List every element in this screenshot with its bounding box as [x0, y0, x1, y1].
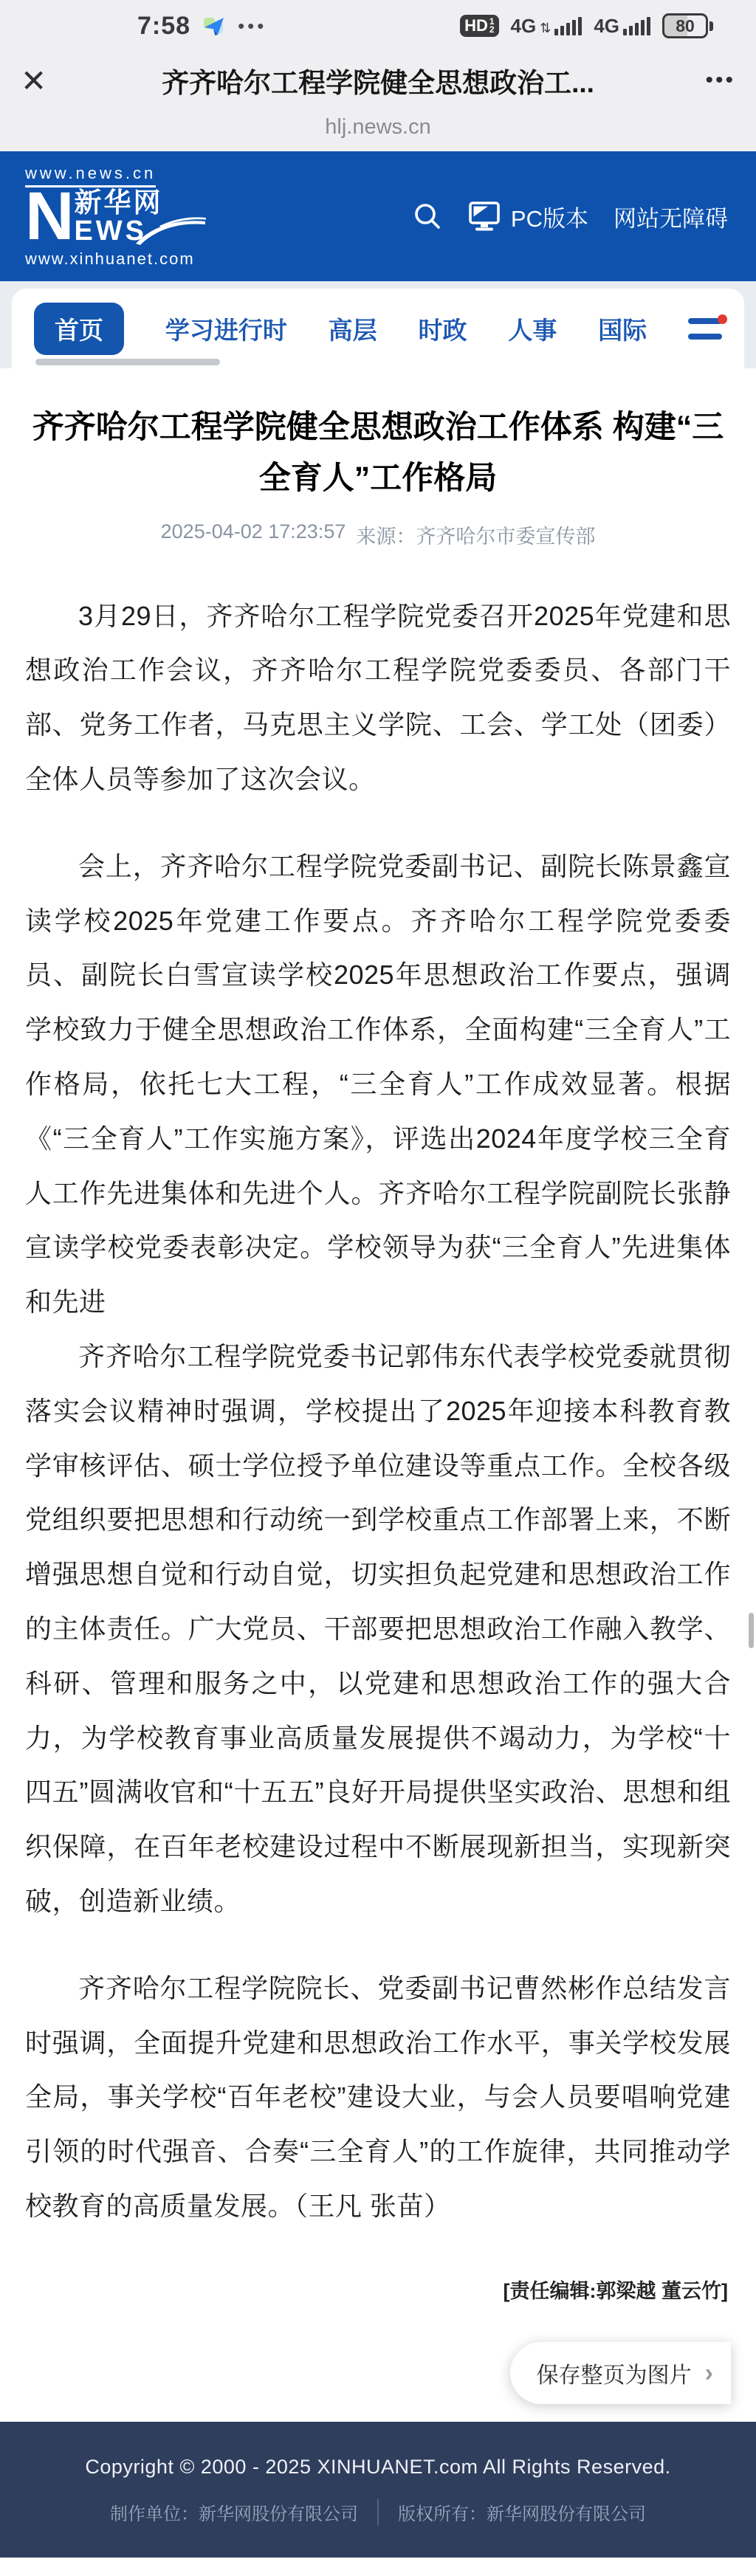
xinhuanet-logo[interactable] — [25, 165, 195, 268]
article-paragraph: 会上，齐齐哈尔工程学院党委副书记、副院长陈景鑫宣读学校2025年党建工作要点。齐齐哈尔工程学院党委委员、副院长白雪宣读学校2025年思想政治工作要点，强调学校致力于健全思想政治工作体系，全面构建“三全育人”工作格局，依托七大工程，“三全育人”工作成效显著。根据《“三全育人”工作实施方案》，评选出2024年度学校三全育人工作先进集体和先进个人。齐齐哈尔工程学院副院长张静宣读学校党委表彰决定。学校领导为获“三全育人”先进集体和先进 — [25, 850, 731, 1318]
pc-version-button[interactable] — [468, 200, 588, 233]
hamburger-menu-icon[interactable] — [688, 318, 722, 340]
volte-hd-icon: HD 1 2 — [460, 15, 498, 37]
xinhuanet-header — [0, 151, 756, 281]
browser-menu-icon[interactable]: ••• — [705, 68, 735, 92]
logo-letter-n: N — [25, 178, 73, 254]
nav-tab-guoji[interactable]: 国际 — [598, 316, 647, 344]
nav-section — [0, 281, 756, 368]
notification-dot — [718, 314, 727, 324]
page-scrollbar-thumb[interactable] — [749, 1613, 754, 1648]
logo-ews-text: EWS — [74, 216, 148, 247]
article-title: 齐齐哈尔工程学院健全思想政治工作体系 构建“三全育人”工作格局 — [32, 410, 724, 496]
accessibility-label: 网站无障碍 — [614, 205, 728, 232]
close-icon[interactable]: ✕ — [21, 63, 47, 98]
editor-note: [责任编辑:郭梁越 董云竹] — [503, 2279, 728, 2302]
logo-xinhuawang-text: 新华网 — [74, 187, 163, 218]
signal-sim2-icon: 4G — [594, 16, 650, 35]
browser-title-bar — [0, 46, 756, 115]
signal-sim1-icon: 4G ⇅ — [511, 16, 583, 35]
save-button-label: 保存整页为图片 — [536, 2363, 692, 2388]
status-bar — [0, 0, 756, 46]
data-arrows-icon: ⇅ — [540, 21, 551, 35]
logo-swoosh-icon — [134, 214, 208, 249]
battery-level: 80 — [662, 13, 708, 38]
battery-icon — [662, 13, 713, 38]
nav-tab-shizheng[interactable]: 时政 — [418, 316, 467, 344]
nav-tab-renshi[interactable]: 人事 — [508, 316, 557, 344]
phone-chrome — [0, 0, 756, 151]
clock: 7:58 — [137, 11, 191, 40]
article — [0, 368, 756, 2404]
chevron-right-icon: › — [704, 2358, 713, 2387]
article-source: 来源：齐齐哈尔市委宣传部 — [356, 525, 596, 548]
footer-copyright: Copyright © 2000 - 2025 XINHUANET.com All Rights Reserved. — [85, 2455, 671, 2478]
nav-tab-home[interactable]: 首页 — [34, 303, 124, 355]
search-icon — [412, 201, 443, 232]
pc-version-label: PC版本 — [510, 205, 588, 232]
page-url[interactable]: hlj.news.cn — [325, 115, 431, 139]
search-button[interactable] — [412, 201, 443, 232]
logo-xinhuanet-url: www.xinhuanet.com — [25, 249, 195, 269]
nav-bar — [12, 289, 744, 368]
article-paragraph: 齐齐哈尔工程学院党委书记郭伟东代表学校党委就贯彻落实会议精神时强调，学校提出了2025年迎接本科教育教学审核评估、硕士学位授予单位建设等重点工作。全校各级党组织要把思想和行动统一到学校重点工作部署上来，不断增强思想自觉和行动自觉，切实担负起党建和思想政治工作的主体责任。广大党员、干部要把思想政治工作融入教学、科研、管理和服务之中，以党建和思想政治工作的强大合力，为学校教育事业高质量发展提供不竭动力，为学校“十四五”圆满收官和“十五五”良好开局提供坚实政治、思想和组织保障，在百年老校建设过程中不断展现新担当，实现新突破，创造新业绩。 — [25, 1340, 731, 1916]
logo-news-cn-url: www.news.cn — [25, 165, 156, 187]
browser-page-title: 齐齐哈尔工程学院健全思想政治工... — [162, 68, 594, 98]
article-paragraph: 齐齐哈尔工程学院院长、党委副书记曹然彬作总结发言时强调，全面提升党建和思想政治工作水平，事关学校发展全局，事关学校“百年老校”建设大业，与会人员要唱响党建引领的时代强音、合奏“三全育人”的工作旋律，共同推动学校教育的高质量发展。（王凡 张苗） — [25, 1972, 731, 2221]
site-footer — [0, 2422, 756, 2558]
accessibility-button[interactable] — [614, 200, 728, 233]
article-body — [25, 589, 731, 2234]
save-page-as-image-button[interactable] — [510, 2342, 731, 2404]
address-bar[interactable] — [0, 115, 756, 151]
paper-plane-notification-icon — [201, 13, 227, 39]
article-date: 2025-04-02 17:23:57 — [160, 520, 346, 543]
nav-tab-gaoceng[interactable]: 高层 — [328, 316, 377, 344]
monitor-icon — [468, 201, 501, 232]
footer-credit-rights: 版权所有：新华网股份有限公司 — [377, 2499, 665, 2525]
article-meta — [25, 520, 731, 549]
footer-credit-maker: 制作单位：新华网股份有限公司 — [110, 2504, 358, 2524]
nav-scroll-indicator[interactable] — [35, 359, 220, 365]
nav-tab-xuexi[interactable]: 学习进行时 — [165, 316, 287, 344]
article-paragraph: 3月29日，齐齐哈尔工程学院党委召开2025年党建和思想政治工作会议，齐齐哈尔工程学院党委委员、各部门干部、党务工作者，马克思主义学院、工会、学工处（团委）全体人员等参加了这次会议。 — [25, 600, 731, 794]
notification-dots: ••• — [238, 14, 267, 37]
